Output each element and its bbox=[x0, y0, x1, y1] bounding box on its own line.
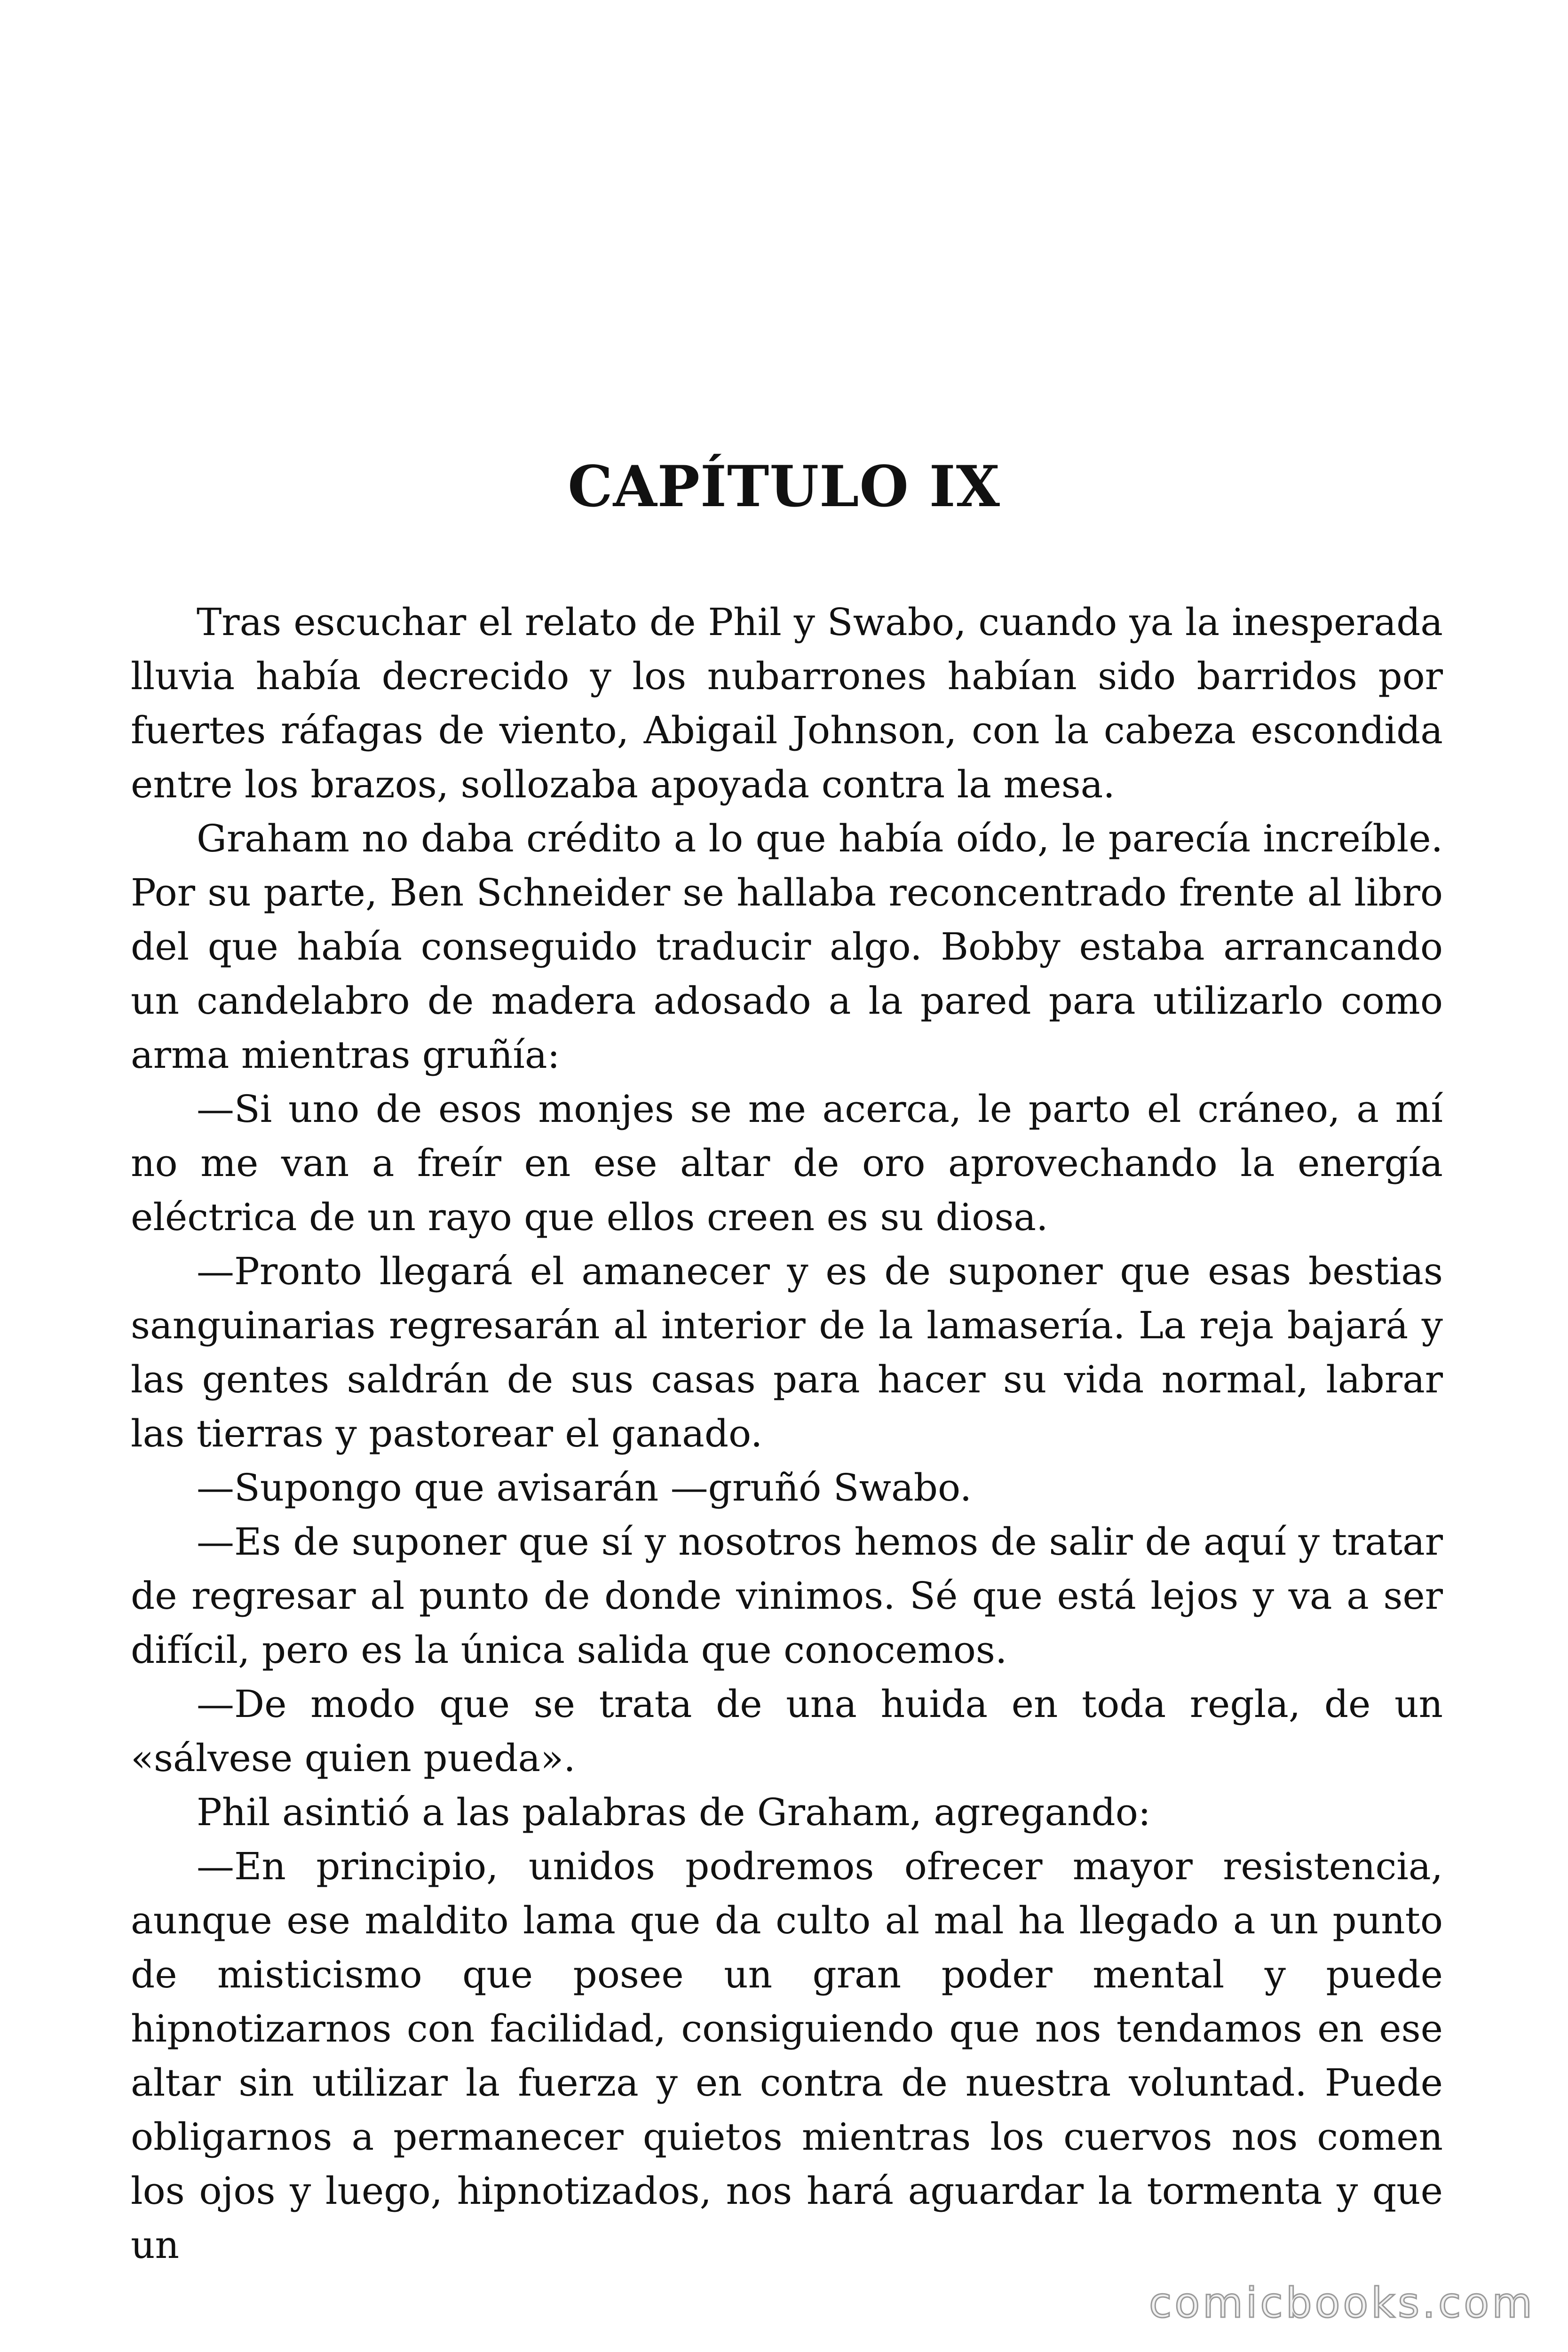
paragraph-6: —Es de suponer que sí y nosotros hemos de salir de aquí y tratar de regresar al punto de donde vinimos. Sé que está lejos y va a ser difícil, pero es la única salida que conocemos. bbox=[131, 1520, 1443, 1672]
paragraph-2: Graham no daba crédito a lo que había oído, le parecía increíble. Por su parte, Ben Schneider se hallaba reconcentrado frente al libro del que había conseguido traducir algo. Bobby estaba arrancando un candelabro de madera adosado a la pared para utilizarlo como arma mientras gruñía: bbox=[131, 817, 1443, 1077]
chapter-body bbox=[131, 595, 1443, 2272]
watermark: comicbooks.com bbox=[1148, 2279, 1535, 2327]
paragraph-4: —Pronto llegará el amanecer y es de suponer que esas bestias sanguinarias regresarán al interior de la lamasería. La reja bajará y las gentes saldrán de sus casas para hacer su vida normal, labrar las tierras y pastorear el ganado. bbox=[131, 1249, 1443, 1455]
chapter-title: CAPÍTULO IX bbox=[568, 453, 1000, 520]
paragraph-8: Phil asintió a las palabras de Graham, agregando: bbox=[197, 1790, 1151, 1834]
paragraph-3: —Si uno de esos monjes se me acerca, le parto el cráneo, a mí no me van a freír en ese altar de oro aprovechando la energía eléctrica de un rayo que ellos creen es su diosa. bbox=[131, 1087, 1443, 1239]
paragraph-9: —En principio, unidos podremos ofrecer mayor resistencia, aunque ese maldito lama que da culto al mal ha llegado a un punto de misticismo que posee un gran poder mental y puede hipnotizarnos con facilidad, consiguiendo que nos tendamos en ese altar sin utilizar la fuerza y en contra de nuestra voluntad. Puede obligarnos a permanecer quietos mientras los cuervos nos comen los ojos y luego, hipnotizados, nos hará aguardar la tormenta y que un bbox=[131, 1844, 1443, 2267]
paragraph-7: —De modo que se trata de una huida en toda regla, de un «sálvese quien pueda». bbox=[131, 1682, 1443, 1780]
paragraph-1: Tras escuchar el relato de Phil y Swabo, cuando ya la inesperada lluvia había decrecido y los nubarrones habían sido barridos por fuertes ráfagas de viento, Abigail Johnson, con la cabeza escondida entre los brazos, sollozaba apoyada contra la mesa. bbox=[131, 600, 1443, 806]
paragraph-5: —Supongo que avisarán —gruñó Swabo. bbox=[197, 1466, 972, 1510]
